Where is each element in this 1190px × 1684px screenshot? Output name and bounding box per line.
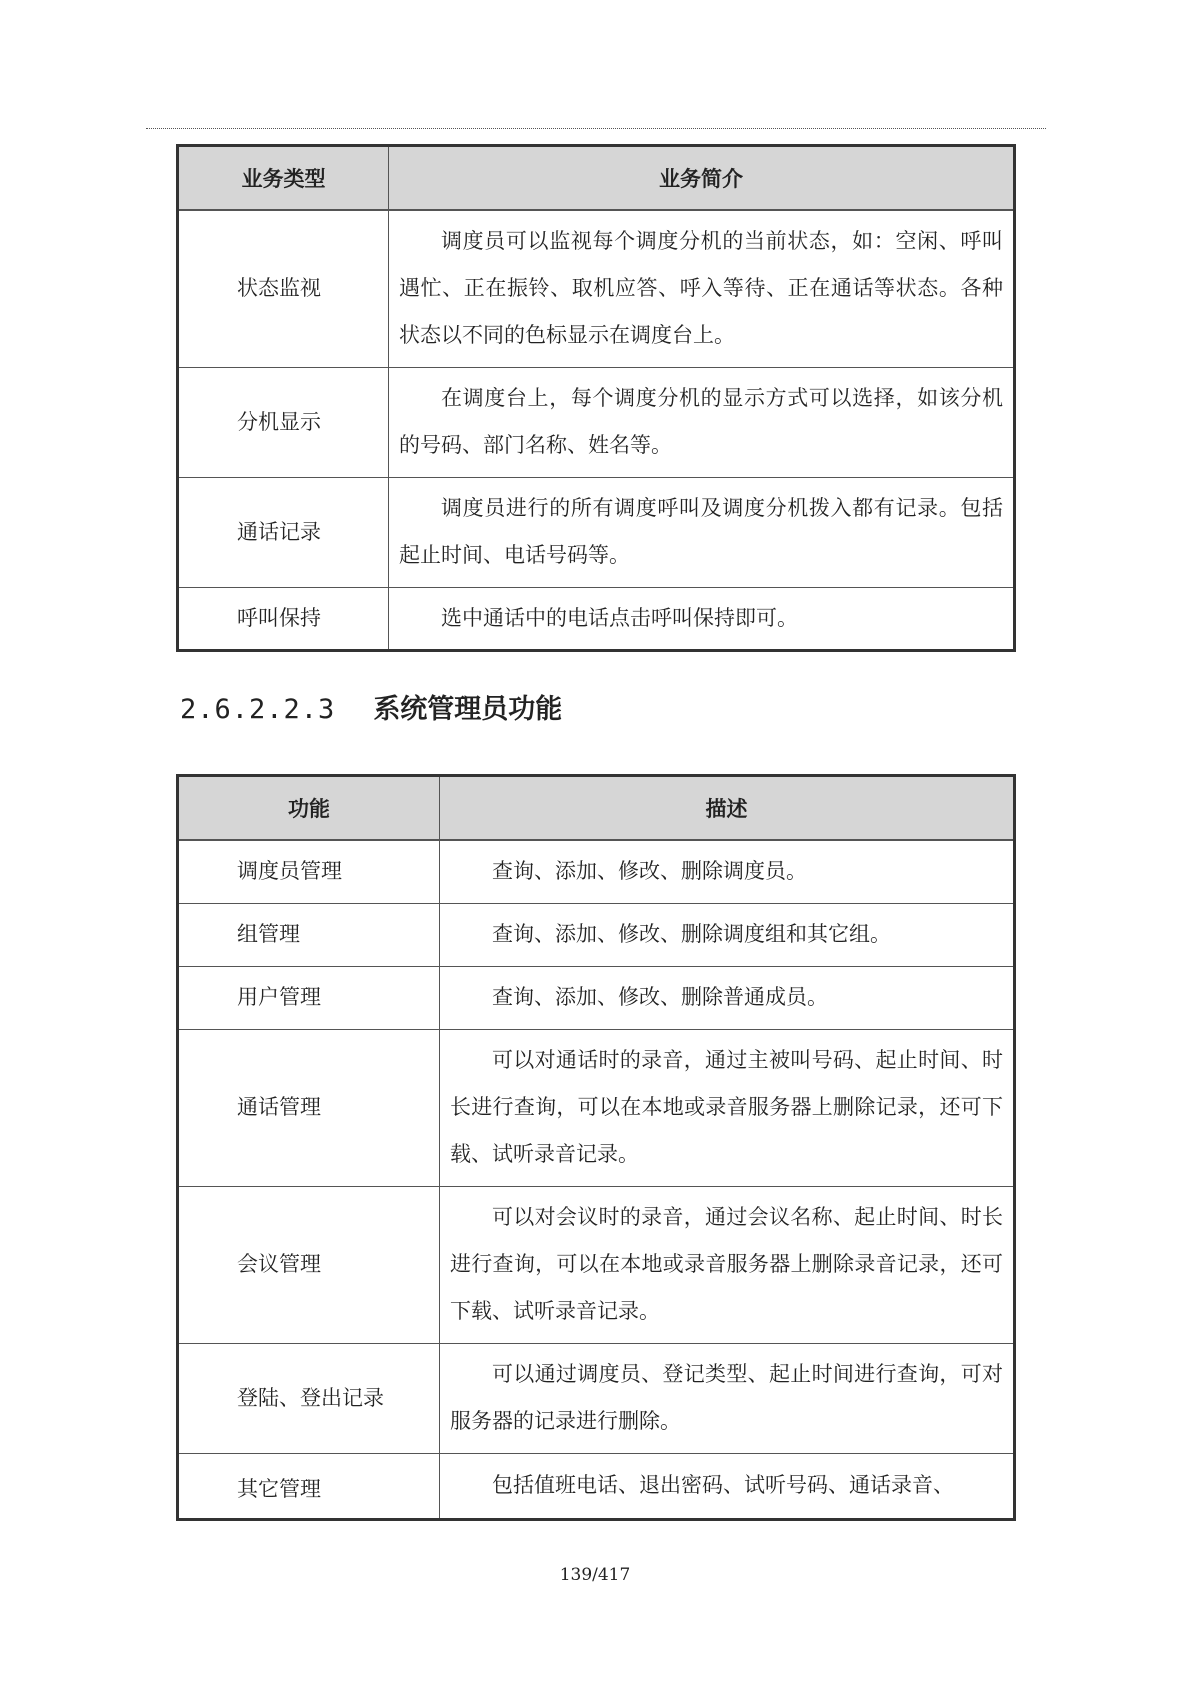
header-rule [146, 128, 1046, 129]
row-label: 通话管理 [178, 1029, 440, 1186]
row-description: 查询、添加、修改、删除调度组和其它组。 [440, 903, 1015, 966]
column-header-description: 描述 [440, 776, 1015, 841]
row-description: 调度员进行的所有调度呼叫及调度分机拨入都有记录。包括起止时间、电话号码等。 [389, 477, 1015, 587]
table-row [178, 966, 1015, 1029]
row-label: 状态监视 [178, 210, 389, 367]
table-row [178, 587, 1015, 650]
column-header-business-intro: 业务简介 [389, 146, 1015, 211]
table-row [178, 477, 1015, 587]
row-label: 用户管理 [178, 966, 440, 1029]
row-label: 呼叫保持 [178, 587, 389, 650]
table-row [178, 903, 1015, 966]
row-description: 可以对通话时的录音，通过主被叫号码、起止时间、时长进行查询，可以在本地或录音服务器上删除记录，还可下载、试听录音记录。 [440, 1029, 1015, 1186]
row-description: 调度员可以监视每个调度分机的当前状态，如：空闲、呼叫遇忙、正在振铃、取机应答、呼入等待、正在通话等状态。各种状态以不同的色标显示在调度台上。 [389, 210, 1015, 367]
row-description: 包括值班电话、退出密码、试听号码、通话录音、 [440, 1453, 1015, 1519]
row-label: 组管理 [178, 903, 440, 966]
table-row [178, 210, 1015, 367]
table-row [178, 1453, 1015, 1519]
row-label: 登陆、登出记录 [178, 1343, 440, 1453]
row-description: 可以对会议时的录音，通过会议名称、起止时间、时长进行查询，可以在本地或录音服务器上删除录音记录，还可下载、试听录音记录。 [440, 1186, 1015, 1343]
row-label: 分机显示 [178, 367, 389, 477]
table-row [178, 367, 1015, 477]
table-header-row [178, 776, 1015, 841]
table-row [178, 1186, 1015, 1343]
row-description: 在调度台上，每个调度分机的显示方式可以选择，如该分机的号码、部门名称、姓名等。 [389, 367, 1015, 477]
row-description: 查询、添加、修改、删除调度员。 [440, 840, 1015, 903]
column-header-function: 功能 [178, 776, 440, 841]
table-header-row [178, 146, 1015, 211]
row-description: 查询、添加、修改、删除普通成员。 [440, 966, 1015, 1029]
row-label: 调度员管理 [178, 840, 440, 903]
section-number: 2.6.2.2.3 [180, 694, 336, 725]
section-title: 系统管理员功能 [373, 694, 563, 725]
table-row [178, 840, 1015, 903]
row-label: 会议管理 [178, 1186, 440, 1343]
row-description: 可以通过调度员、登记类型、起止时间进行查询，可对服务器的记录进行删除。 [440, 1343, 1015, 1453]
table-row [178, 1343, 1015, 1453]
row-label: 其它管理 [178, 1453, 440, 1519]
business-type-table [176, 144, 1016, 652]
column-header-business-type: 业务类型 [178, 146, 389, 211]
row-description: 选中通话中的电话点击呼叫保持即可。 [389, 587, 1015, 650]
admin-function-table [176, 774, 1016, 1521]
row-label: 通话记录 [178, 477, 389, 587]
section-heading [180, 690, 562, 730]
table-row [178, 1029, 1015, 1186]
page-number: 139/417 [559, 1565, 631, 1585]
